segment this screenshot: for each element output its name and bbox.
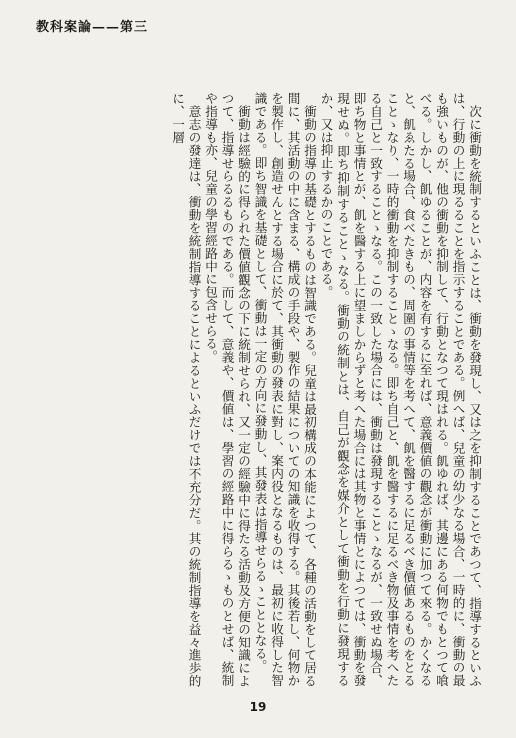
page-number: 19 bbox=[249, 700, 267, 714]
vertical-body-text bbox=[32, 92, 482, 687]
paragraph: 次に衝動を統制するといふことは、衝動を發現し、又は之を抑制することであつて、指導するといふは、行動の上に現るることを指示することである。例へば、兒童の幼少なる場合、一時的に、衝動の最も強いものが、他の衝動を抑制して、行動となつて現はれる。飢ゆれば、其邊にある何物でもとつて喰べる。しかし、飢ゆることが、内容を有するに至れば、意義價値の觀念が衝動に加つて來る。かくなると、飢ゑたる場合、食べたきもの、周圍の事情等を考へて、飢を醫するに足るべき價値あるものをとることゝなり、一時的衝動を抑制することゝなる。即ち自己と、飢を醫するに足るべき物及事情を考へたる自己と一致することゝなる。この一致した場合には、衝動は發現することゝなるが、一致せぬ場合、即ち物と事情とが、飢を醫する上に望ましからずと考へた場合には其物と事情とによつては、衝動を發現せぬ。即ち抑制することゝなる。衝動の統制とは、自己が觀念を媒介として衝動を行動に發現するか、又は抑止するかのことである。 bbox=[318, 92, 482, 687]
paragraph: 意志の發達は、衝動を統制指導することによるといふだけでは不充分だ。其の統制指導を益々進歩的に、一層 bbox=[170, 92, 202, 687]
paragraph: 衝動の指導の基礎とするものは智識である。兒童は最初構成の本能によつて、各種の活動をして居る間に、其活動の中に含まる、構成の手段や、製作の結果についての知識を收得する。其後若し、何物かを製作し、創造せんとする場合に於て、其衝動の發表に對し、案内役となるものは、最初に收得した智識である。即ち智識を基礎として、衝動は一定の方向に發動し、其發表は指導せらるゝこととなる。 bbox=[252, 92, 317, 687]
paragraph: 衝動は經驗的に得られた價値觀念の下に統制せられ、又一定の經驗中に得たる活動及方便の知識によつて、指導せらるるものである。而して、意義や、價値は、學習の經路中に得らるゝものとせば、統制や指導も亦、兒童の學習經路中に包含せらる。 bbox=[203, 92, 251, 687]
running-head: 教科案論——第三 bbox=[36, 20, 149, 35]
